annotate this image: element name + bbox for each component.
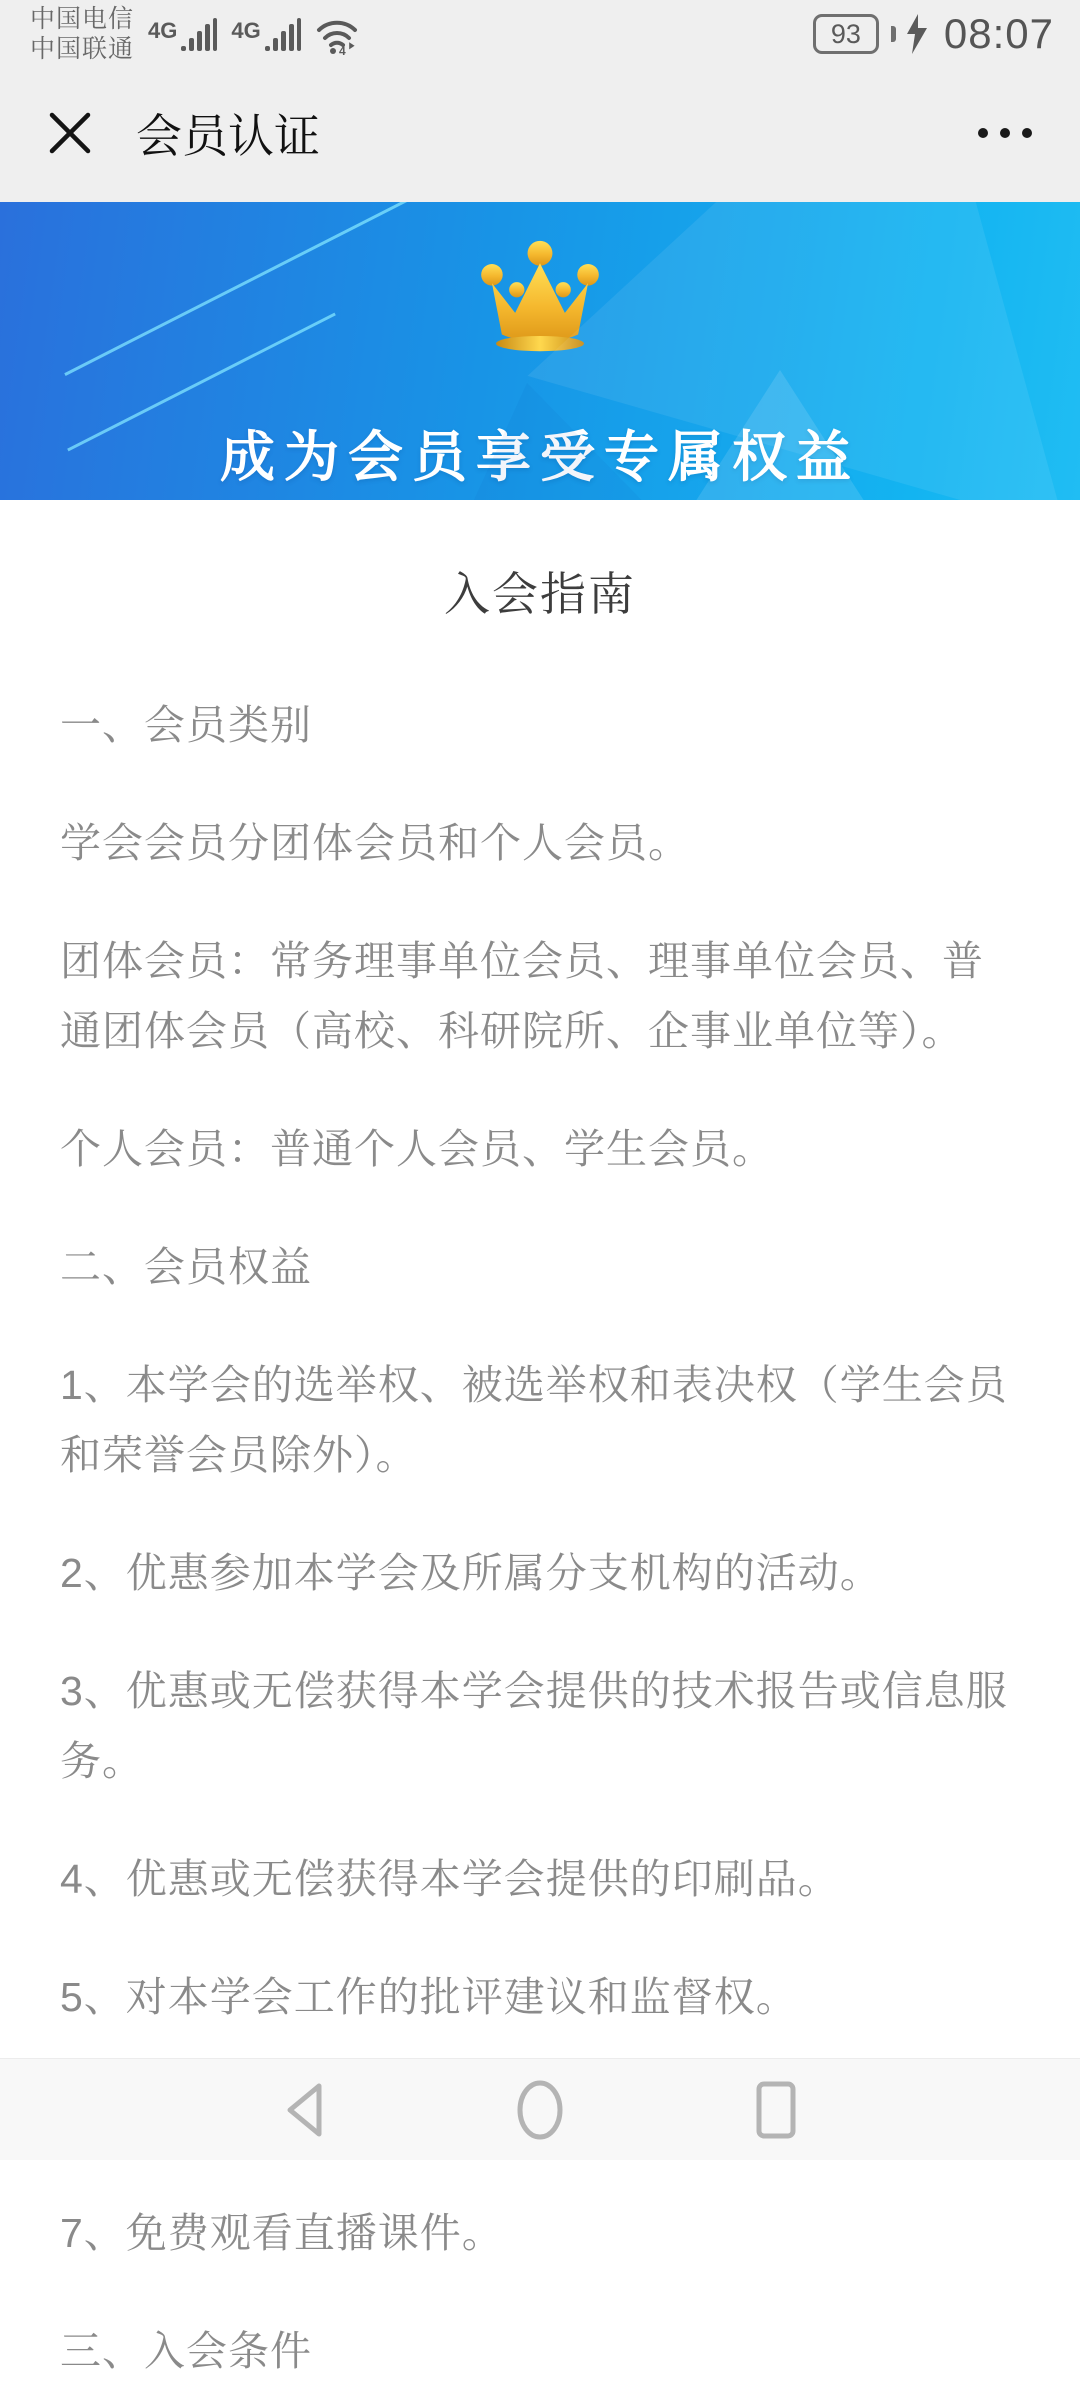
battery-percent: 93 [830,18,861,49]
guide-paragraph: 3、优惠或无偿获得本学会提供的技术报告或信息服务。 [60,1668,1008,1784]
signal-bars-icon [265,18,301,52]
close-x-icon [47,110,93,156]
recents-button[interactable] [746,2079,806,2141]
signal-icon-2 [231,18,300,52]
membership-banner [0,202,1080,500]
battery-nub [891,26,896,42]
content-heading: 入会指南 [444,568,636,620]
recents-square-icon [755,2080,797,2140]
svg-text:4: 4 [338,44,346,55]
guide-paragraph: 三、入会条件 [60,2328,312,2374]
more-dot [1000,128,1010,138]
guide-paragraph: 一、会员类别 [60,702,312,748]
guide-paragraph: 4、优惠或无偿获得本学会提供的印刷品。 [60,1856,840,1902]
guide-paragraph: 5、对本学会工作的批评建议和监督权。 [60,1974,798,2020]
guide-paragraph: 2、优惠参加本学会及所属分支机构的活动。 [60,1550,882,1596]
carrier-name-2: 中国联通 [30,35,135,63]
more-button[interactable] [974,118,1036,148]
clock: 08:07 [943,10,1054,57]
battery-indicator [813,14,879,54]
banner-decor-line [64,202,448,376]
guide-paragraph: 学会会员分团体会员和个人会员。 [60,820,690,866]
banner-headline: 成为会员享受专属权益 [219,426,860,488]
back-triangle-icon [284,2082,324,2138]
signal-icon-1 [148,18,217,52]
guide-paragraph: 7、免费观看直播课件。 [60,2210,504,2256]
network-type-label-2: 4G [231,18,261,43]
close-button[interactable] [44,107,96,159]
wifi-icon [315,17,359,55]
guide-paragraph: 1、本学会的选举权、被选举权和表决权（学生会员和荣誉会员除外）。 [60,1362,1008,1478]
status-bar [0,0,1080,64]
more-dot [1022,128,1032,138]
carrier-labels [30,4,134,64]
charging-bolt-icon [906,14,928,54]
title-bar [0,64,1080,202]
page-title: 会员认证 [136,110,320,162]
guide-paragraph: 团体会员：常务理事单位会员、理事单位会员、普通团体会员（高校、科研院所、企事业单位等）。 [60,938,984,1054]
home-circle-icon [516,2079,564,2141]
signal-bars-icon [181,18,217,52]
network-type-label-1: 4G [148,18,178,43]
android-nav-bar [0,2058,1080,2160]
more-dot [978,128,988,138]
carrier-name-1: 中国电信 [30,5,135,33]
guide-paragraph: 个人会员：普通个人会员、学生会员。 [60,1126,774,1172]
back-button[interactable] [274,2079,334,2141]
guide-paragraph: 二、会员权益 [60,1244,312,1290]
home-button[interactable] [510,2079,570,2141]
